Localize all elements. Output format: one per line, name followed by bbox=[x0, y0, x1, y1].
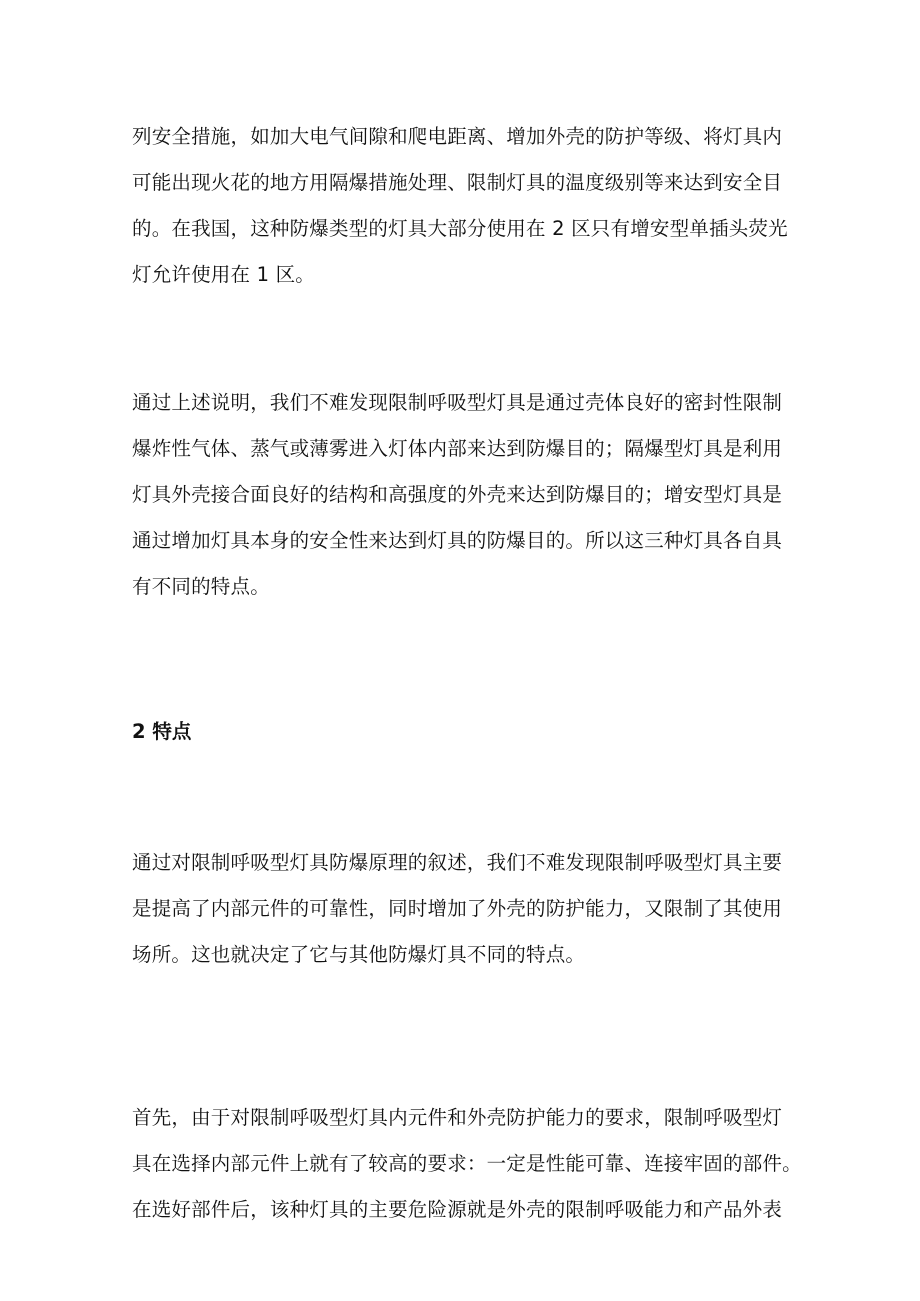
text-line: 可能出现火花的地方用隔爆措施处理、限制灯具的温度级别等来达到安全目 bbox=[132, 171, 783, 194]
paragraph-explosion-measures bbox=[132, 114, 796, 298]
text-line: 在选好部件后，该种灯具的主要危险源就是外壳的限制呼吸能力和产品外表 bbox=[132, 1198, 783, 1221]
text-line: 通过增加灯具本身的安全性来达到灯具的防爆目的。所以这三种灯具各自具 bbox=[132, 529, 783, 552]
text-line: 通过对限制呼吸型灯具防爆原理的叙述，我们不难发现限制呼吸型灯具主要 bbox=[132, 851, 783, 874]
text-line: 具在选择内部元件上就有了较高的要求：一定是性能可靠、连接牢固的部件。 bbox=[132, 1152, 802, 1175]
text-line: 场所。这也就决定了它与其他防爆灯具不同的特点。 bbox=[132, 943, 586, 966]
paragraph-characteristics-intro bbox=[132, 840, 796, 978]
text-line: 是提高了内部元件的可靠性，同时增加了外壳的防护能力，又限制了其使用 bbox=[132, 897, 783, 920]
paragraph-first-point bbox=[132, 1095, 802, 1233]
paragraph-summary bbox=[132, 380, 796, 610]
text-line: 通过上述说明，我们不难发现限制呼吸型灯具是通过壳体良好的密封性限制 bbox=[132, 391, 783, 414]
text-line: 灯具外壳接合面良好的结构和高强度的外壳来达到防爆目的；增安型灯具是 bbox=[132, 483, 783, 506]
text-line: 的。在我国，这种防爆类型的灯具大部分使用在 2 区只有增安型单插头荧光 bbox=[132, 217, 788, 240]
section-heading: 2 特点 bbox=[132, 720, 192, 743]
text-line: 有不同的特点。 bbox=[132, 575, 270, 598]
text-line: 列安全措施，如加大电气间隙和爬电距离、增加外壳的防护等级、将灯具内 bbox=[132, 125, 783, 148]
text-line: 灯允许使用在 1 区。 bbox=[132, 263, 316, 286]
text-line: 爆炸性气体、蒸气或薄雾进入灯体内部来达到防爆目的；隔爆型灯具是利用 bbox=[132, 437, 783, 460]
text-line: 首先，由于对限制呼吸型灯具内元件和外壳防护能力的要求，限制呼吸型灯 bbox=[132, 1106, 783, 1129]
